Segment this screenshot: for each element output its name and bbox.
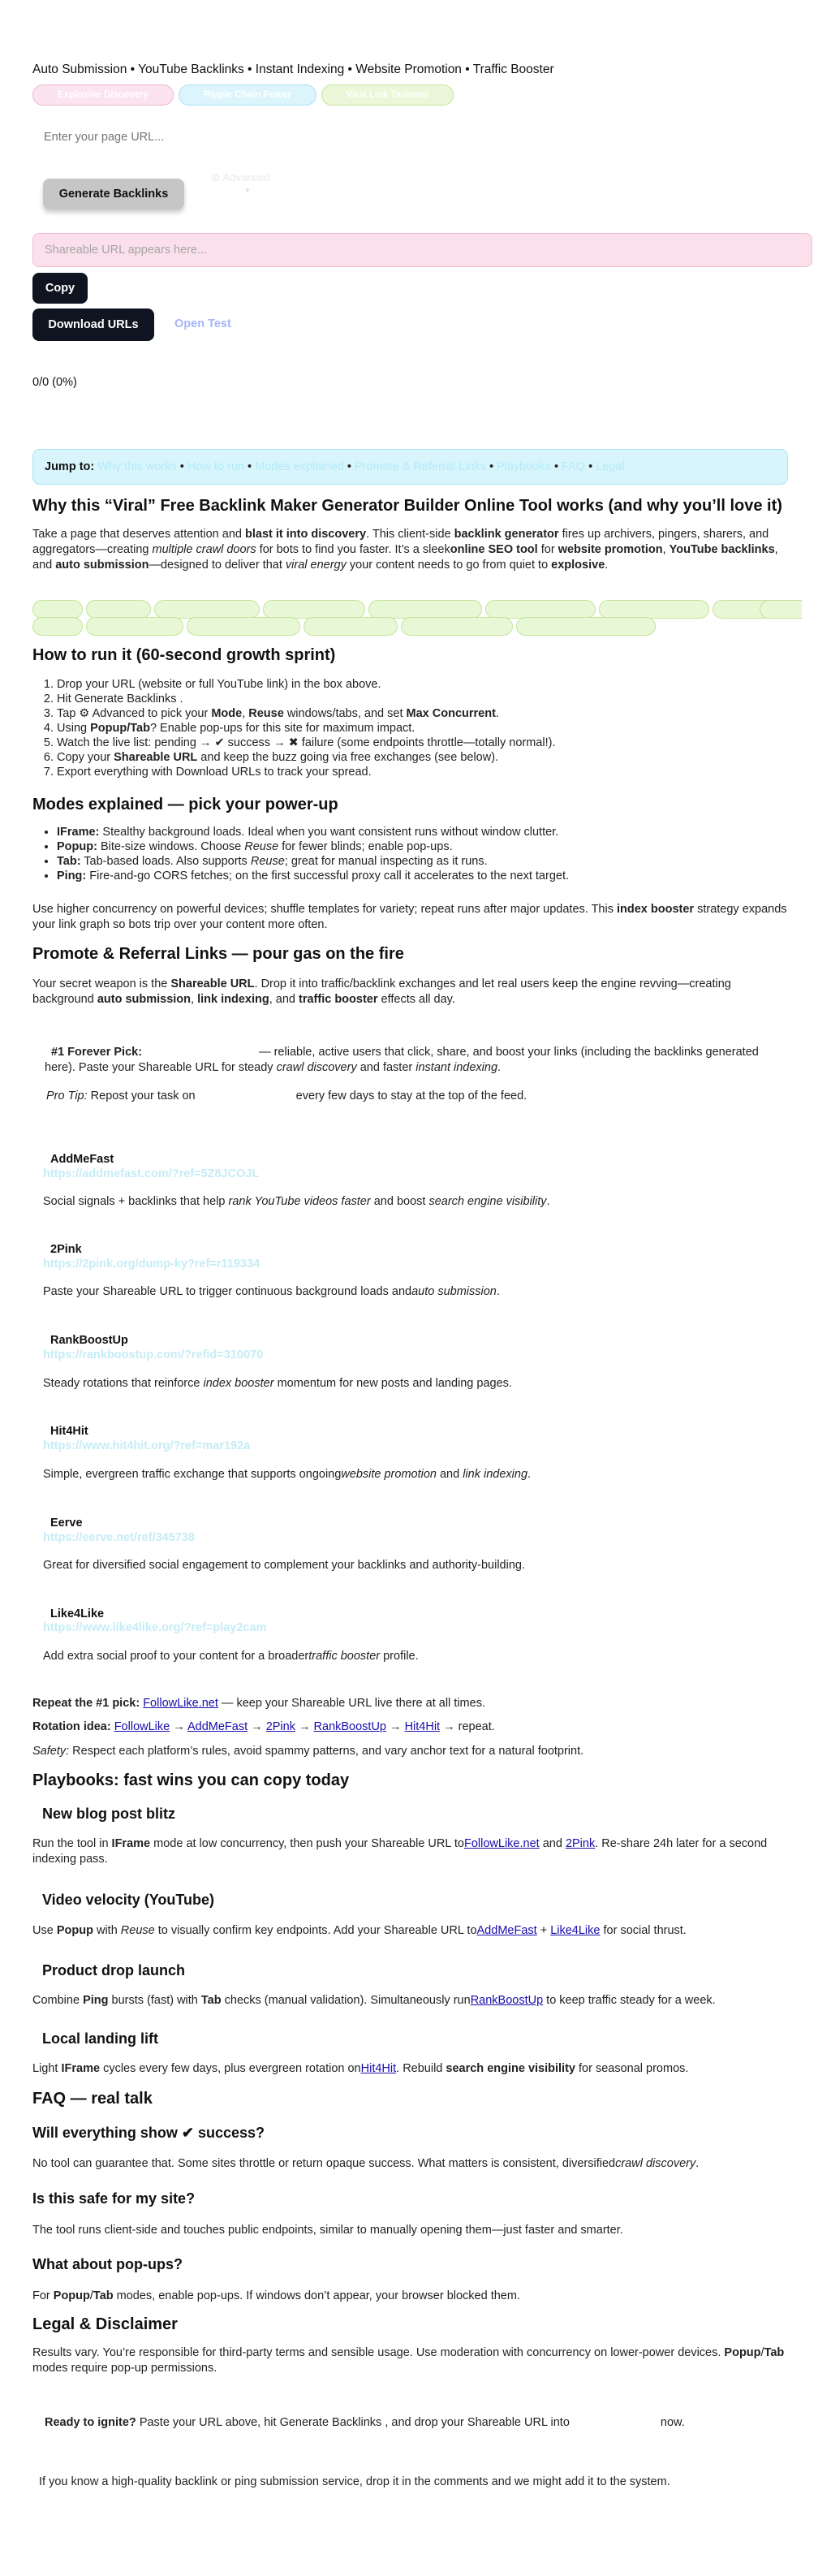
- jump-link-why[interactable]: Why this works: [97, 460, 177, 473]
- jump-link-legal[interactable]: Legal: [596, 460, 625, 473]
- hit4hit-link[interactable]: Hit4Hit: [360, 2062, 397, 2075]
- mode-item: • Tab: Tab-based loads. Also supports Reuse; great for manual inspecting as it runs.: [57, 854, 787, 869]
- tag-chip: [154, 600, 260, 619]
- copy-button[interactable]: Copy: [32, 273, 88, 304]
- modes-title: Modes explained — pick your power-up: [32, 796, 338, 813]
- advanced-toggle[interactable]: ⚙ Advanced: [211, 171, 270, 183]
- like4like-link[interactable]: Like4Like: [550, 1924, 601, 1937]
- jump-link-modes[interactable]: Modes explained: [255, 460, 344, 473]
- rotation-link[interactable]: FollowLike: [114, 1720, 170, 1733]
- step-item: 4. Using Popup/Tab? Enable pop-ups for this site for maximum impact.: [57, 721, 787, 736]
- playbooks-title: Playbooks: fast wins you can copy today: [32, 1771, 350, 1789]
- rotation-link[interactable]: 2Pink: [265, 1720, 295, 1733]
- tag-chip: [32, 600, 83, 619]
- open-test-link[interactable]: Open Test: [174, 317, 231, 330]
- step-item: 2. Hit Generate Backlinks .: [57, 692, 787, 706]
- mode-item: • Ping: Fire-and-go CORS fetches; on the first successful proxy call it accelerates to the next target.: [57, 869, 787, 883]
- tag-chip: [304, 617, 398, 636]
- playbook-blog-title: New blog post blitz: [42, 1806, 175, 1822]
- mode-item: • Popup: Bite-size windows. Choose Reuse for fewer blinds; enable pop-ups.: [57, 839, 787, 854]
- faq-answer: The tool runs client-side and touches public endpoints, similar to manually opening them—just faster and smarter.: [32, 2224, 623, 2237]
- tag-chip: [32, 617, 83, 636]
- tag-chip: [86, 617, 183, 636]
- followlike-link[interactable]: FollowLike.net: [143, 1697, 218, 1710]
- rotation-link[interactable]: AddMeFast: [187, 1720, 248, 1733]
- forever-pick: #1 Forever Pick: — reliable, active users that click, share, and boost your links (including the backlinks generated here). Paste your Shareable URL for steady crawl discovery and faster instant indexing.: [45, 1046, 759, 1074]
- step-item: 5. Watch the live list: pending → ✔ success → ✖ failure (some endpoints throttle—totally normal!).: [57, 736, 787, 750]
- download-urls-button[interactable]: Download URLs: [32, 309, 154, 341]
- progress-counter: 0/0 (0%): [32, 376, 77, 389]
- tag-chip: [516, 617, 656, 636]
- tag-chip: [263, 600, 365, 619]
- partner-desc: Social signals + backlinks that help rank YouTube videos faster and boost search engine visibility.: [43, 1195, 550, 1208]
- partner-name: RankBoostUp: [50, 1334, 128, 1347]
- addmefast-link[interactable]: AddMeFast: [476, 1924, 537, 1937]
- faq-answer: For Popup/Tab modes, enable pop-ups. If windows don’t appear, your browser blocked them.: [32, 2289, 520, 2302]
- promote-paragraph: Your secret weapon is the Shareable URL. Drop it into traffic/backlink exchanges and let real users keep the engine revving—creating background auto submission, link indexing, and traffic booster effects all day.: [32, 977, 731, 1006]
- partner-link[interactable]: https://rankboostup.com/?refid=310070: [43, 1348, 264, 1361]
- playbook-blog-text: Run the tool in IFrame mode at low concurrency, then push your Shareable URL toFollowLike.net and 2Pink. Re-share 24h later for a second indexing pass.: [32, 1837, 768, 1866]
- jump-nav: Jump to: Why this works • How to run • Modes explained • Promote & Referral Links • Playbooks • FAQ • Legal: [32, 449, 788, 485]
- how-title: How to run it (60-second growth sprint): [32, 646, 336, 664]
- promote-title: Promote & Referral Links — pour gas on the fire: [32, 945, 404, 963]
- partner-name: AddMeFast: [50, 1153, 114, 1166]
- headline: Auto Submission • YouTube Backlinks • Instant Indexing • Website Promotion • Traffic Booster: [32, 63, 554, 76]
- why-paragraph: Take a page that deserves attention and blast it into discovery. This client-side backlink generator fires up archivers, pingers, sharers, and aggregators—creating multiple crawl doors for bots to find you faster. It’s a sleekonline SEO tool for website promotion, YouTube backlinks, and auto submission—designed to deliver that viral energy your content needs to go from quiet to explosive.: [32, 528, 778, 572]
- partner-desc: Paste your Shareable URL to trigger continuous background loads andauto submission.: [43, 1285, 500, 1298]
- chevron-down-icon: ▾: [245, 186, 250, 196]
- repeat-pick: Repeat the #1 pick: FollowLike.net — keep your Shareable URL live there at all times.: [32, 1697, 485, 1710]
- shareable-url-field[interactable]: Shareable URL appears here...: [32, 233, 812, 267]
- footer-note: If you know a high-quality backlink or ping submission service, drop it in the comments and we might add it to the system.: [39, 2475, 670, 2488]
- tag-chip: [187, 617, 300, 636]
- step-item: 1. Drop your URL (website or full YouTube link) in the box above.: [57, 677, 787, 692]
- jump-link-how[interactable]: How to run: [187, 460, 245, 473]
- pill-explosive-discovery: Explosive Discovery: [32, 84, 174, 106]
- partner-name: 2Pink: [50, 1243, 82, 1256]
- partner-link[interactable]: https://www.like4like.org/?ref=play2cam: [43, 1621, 267, 1634]
- tag-chip: [401, 617, 513, 636]
- modes-note: Use higher concurrency on powerful devices; shuffle templates for variety; repeat runs after major updates. This index booster strategy expands your link graph so bots trip over your content more often.: [32, 903, 787, 931]
- legal-text: Results vary. You’re responsible for third-party terms and sensible usage. Use moderation with concurrency on lower-power devices. Popup/Tab modes require pop-up permissions.: [32, 2346, 785, 2375]
- jump-link-playbooks[interactable]: Playbooks: [497, 460, 551, 473]
- partner-name: Eerve: [50, 1517, 83, 1530]
- pill-ripple-chain: Ripple Chain Power: [179, 84, 316, 106]
- safety-note: Safety: Respect each platform’s rules, avoid spammy patterns, and vary anchor text for a natural footprint.: [32, 1745, 584, 1758]
- partner-name: Hit4Hit: [50, 1425, 88, 1438]
- partner-link[interactable]: https://eerve.net/ref/345738: [43, 1531, 195, 1544]
- partner-desc: Simple, evergreen traffic exchange that supports ongoingwebsite promotion and link indexing.: [43, 1468, 532, 1481]
- rotation-link[interactable]: Hit4Hit: [404, 1720, 441, 1733]
- step-item: 7. Export everything with Download URLs to track your spread.: [57, 765, 787, 779]
- partner-link[interactable]: https://addmefast.com/?ref=5Z8JCOJL: [43, 1167, 260, 1180]
- followlike-link[interactable]: FollowLike.net: [464, 1837, 540, 1850]
- generate-backlinks-button[interactable]: Generate Backlinks: [43, 179, 184, 209]
- 2pink-link[interactable]: 2Pink: [565, 1837, 596, 1850]
- faq-question: Is this safe for my site?: [32, 2190, 196, 2207]
- legal-title: Legal & Disclaimer: [32, 2315, 178, 2333]
- playbook-local-title: Local landing lift: [42, 2030, 158, 2047]
- pro-tip: Pro Tip: Repost your task on every few days to stay at the top of the feed.: [46, 1090, 527, 1102]
- rotation-link[interactable]: RankBoostUp: [313, 1720, 386, 1733]
- partner-desc: Steady rotations that reinforce index booster momentum for new posts and landing pages.: [43, 1377, 512, 1390]
- faq-question: What about pop-ups?: [32, 2256, 183, 2272]
- tag-chip: [86, 600, 151, 619]
- tag-chip: [760, 600, 802, 619]
- steps-list: [57, 677, 787, 779]
- jump-link-promote[interactable]: Promote & Referral Links: [354, 460, 486, 473]
- rotation-idea: Rotation idea: FollowLike → AddMeFast → 2Pink → RankBoostUp → Hit4Hit → repeat.: [32, 1720, 495, 1733]
- step-item: 3. Tap ⚙ Advanced to pick your Mode, Reuse windows/tabs, and set Max Concurrent.: [57, 706, 787, 721]
- tag-chips: [32, 600, 802, 641]
- playbook-local-text: Light IFrame cycles every few days, plus evergreen rotation onHit4Hit. Rebuild search engine visibility for seasonal promos.: [32, 2062, 689, 2075]
- cta-text: Ready to ignite? Paste your URL above, hit Generate Backlinks , and drop your Shareable URL into now.: [45, 2416, 685, 2429]
- playbook-drop-title: Product drop launch: [42, 1962, 186, 1978]
- playbook-drop-text: Combine Ping bursts (fast) with Tab checks (manual validation). Simultaneously runRankBoostUp to keep traffic steady for a week.: [32, 1994, 716, 2007]
- faq-question: Will everything show ✔ success?: [32, 2125, 265, 2141]
- tag-chip: [599, 600, 709, 619]
- modes-list: [57, 825, 787, 883]
- jump-link-faq[interactable]: FAQ: [562, 460, 586, 473]
- partner-name: Like4Like: [50, 1607, 105, 1620]
- tag-chip: [485, 600, 596, 619]
- step-item: 6. Copy your Shareable URL and keep the buzz going via free exchanges (see below).: [57, 750, 787, 765]
- partner-link[interactable]: https://2pink.org/dump-ky?ref=r119334: [43, 1258, 260, 1271]
- partner-link[interactable]: https://www.hit4hit.org/?ref=mar192a: [43, 1439, 251, 1452]
- tag-chip: [368, 600, 482, 619]
- faq-answer: No tool can guarantee that. Some sites throttle or return opaque success. What matters is consistent, diversifiedcrawl discovery.: [32, 2157, 700, 2170]
- feature-pills: [32, 84, 454, 106]
- why-title: Why this “Viral” Free Backlink Maker Generator Builder Online Tool works (and why you’ll love it): [32, 497, 782, 515]
- pill-viral-link: Viral Link Tsunami: [321, 84, 454, 106]
- url-input[interactable]: [44, 125, 336, 149]
- rankboostup-link[interactable]: RankBoostUp: [470, 1994, 544, 2007]
- playbook-video-title: Video velocity (YouTube): [42, 1892, 215, 1908]
- partner-desc: Great for diversified social engagement to complement your backlinks and authority-building.: [43, 1559, 526, 1572]
- partner-desc: Add extra social proof to your content for a broadertraffic booster profile.: [43, 1650, 419, 1663]
- playbook-video-text: Use Popup with Reuse to visually confirm key endpoints. Add your Shareable URL toAddMeFast + Like4Like for social thrust.: [32, 1924, 687, 1937]
- faq-title: FAQ — real talk: [32, 2090, 153, 2108]
- jump-label: Jump to:: [45, 460, 95, 473]
- mode-item: • IFrame: Stealthy background loads. Ideal when you want consistent runs without window clutter.: [57, 825, 787, 839]
